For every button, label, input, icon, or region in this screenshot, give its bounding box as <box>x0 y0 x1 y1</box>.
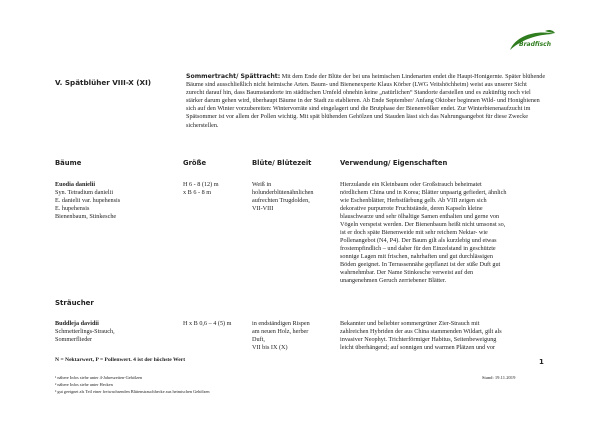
tree-usage-cell <box>340 181 555 285</box>
tree-size-cell <box>183 181 219 197</box>
tree-usage-line: ist er doch späte Bienenweide mit sehr reichem Nektar- wie <box>340 229 488 236</box>
intro-paragraph <box>186 73 546 130</box>
tree-usage-line: Böden geeignet. In Terrassennähe gepflanzt ist der süße Duft gut <box>340 261 501 268</box>
tree-synonym: Syn. Tetradium danielii <box>55 189 114 196</box>
tree-usage-line: Vögeln verspeist werden. Der Bienenbaum heißt nicht umsonst so, <box>340 221 506 228</box>
tree-bloom-line: VII-VIII <box>252 205 274 212</box>
tree-usage-line: Pollenangebot (N4, P4). Der Baum gilt als kurzlebig und etwas <box>340 237 497 244</box>
tree-usage-line: frostempfindlich – und daher für den Einzelstand in geschützte <box>340 245 496 252</box>
page-number: 1 <box>539 358 544 366</box>
tree-usage-line: Hierzulande ein Kleinbaum oder Großstrauch beheimatet <box>340 181 482 188</box>
tree-usage-line: unangenehmen Geruch zerriebener Blätter. <box>340 277 447 284</box>
shrub-bloom-line: in endständigen Rispen <box>252 320 310 327</box>
tree-usage-line: sonnige Lagen mit frischen, nahrhaften und gut durchlässigen <box>340 253 493 260</box>
tree-usage-line: nördlichem China und in Korea; Blätter unpaarig gefiedert, ähnlich <box>340 189 507 196</box>
tree-usage-line: wahrnehmbar. Der Name Stinkesche verweist auf den <box>340 269 474 276</box>
shrub-bloom-cell <box>252 320 310 352</box>
tree-usage-line: wie Eschenblätter, Herbstfärbung gelb. Ab VIII zeigen sich <box>340 197 487 204</box>
intro-text: Mit dem Ende der Blüte der bei uns heimischen Lindenarten endet die Haupt-Honigernte. Später blühende Bäume sind ausschließlich nicht heimische Arten. Baum- und Bienenexperte Klaus Körber (LWG Veitshöchheim) weist aus unserer Sicht zurecht darauf hin, dass Baumstandorte im städtischen Umfeld ohnehin keine „natürlichen“ Standorte darstellen und es zukünftig noch viel stärker darum gehen wird, überhaupt Bäume in der Stadt zu etablieren. Ab Ende September/ Anfang Oktober beginnen Wild- und Honigbienen sich auf den Winter vorzubereiten: Wintervorräte sind eingelagert und die Brutphase der Bienenvölker endet. Zur Winterbienenaufzucht im Spätsommer ist vor allem der Pollen wichtig. Mit spät blühenden Gehölzen und Stauden lässt sich das Nahrungsangebot für diese Zwecke sicherstellen. <box>186 73 546 129</box>
footnote: ² nähere Infos siehe unter Hecken <box>55 382 113 387</box>
shrub-usage-cell <box>340 320 555 352</box>
shrub-usage-line: leicht überhängend; auf sonnigen und warmen Plätzen und vor <box>340 344 495 351</box>
tree-bloom-line: aufrechten Trugdolden, <box>252 197 310 204</box>
logo-leaf <box>545 30 555 33</box>
header-trees: Bäume <box>55 159 82 167</box>
nectar-pollen-legend: N = Nektarwert, P = Pollenwert. 4 ist der höchste Wert <box>55 357 186 363</box>
tree-bloom-line: holunderblütenähnlichen <box>252 189 314 196</box>
shrub-synonym: Schmetterlings-Strauch, <box>55 328 115 335</box>
stand-date: Stand: 19.11.2019 <box>482 375 516 380</box>
footnote: ³ gut geeignet als Teil einer freiwachsenden Blütenstrauchhecke aus heimischen Gehölzen <box>55 389 210 394</box>
tree-synonym: E. danielii var. hupehensis <box>55 197 121 204</box>
shrubs-heading: Sträucher <box>55 299 94 307</box>
shrub-bloom-line: am neuen Holz, herber <box>252 328 309 335</box>
tree-usage-line: dekorative purpurrote Fruchtstände, deren Kapseln kleine <box>340 205 483 212</box>
tree-usage-line: blauschwarze und sehr ölhaltige Samen enthalten und gerne von <box>340 213 500 220</box>
shrub-bloom-line: Duft, <box>252 336 265 343</box>
shrub-bloom-line: VII bis IX (X) <box>252 344 288 351</box>
header-bloom: Blüte/ Blütezeit <box>252 159 312 167</box>
shrub-usage-line: zahlreichen Hybriden der aus China stammenden Wildart, gilt als <box>340 328 502 335</box>
tree-size-line: H 6 - 8 (12) m <box>183 181 219 188</box>
tree-synonym: E. hupehensis <box>55 205 90 212</box>
shrub-size-line: H x B 0,6 – 4 (5) m <box>183 320 232 327</box>
shrub-synonym: Sommerflieder <box>55 336 93 343</box>
intro-heading: Sommertracht/ Spättracht: <box>186 73 281 80</box>
footnote: ¹ nähere Infos siehe unter 4-Jahreszeiten-Gehölzen <box>55 375 143 380</box>
tree-synonym: Bienenbaum, Stinkesche <box>55 213 117 220</box>
tree-bloom-line: Weiß in <box>252 181 272 188</box>
tree-bloom-cell <box>252 181 314 213</box>
logo-text: Bradfisch <box>519 41 551 48</box>
tree-name: Euodia danielii <box>55 181 96 188</box>
header-usage: Verwendung/ Eigenschaften <box>340 159 448 167</box>
shrub-usage-line: invasiver Neophyt. Trichterförmiger Habitus, Seitenbeweigung <box>340 336 497 343</box>
tree-size-line: x B 6 - 8 m <box>183 189 212 196</box>
tree-name-cell <box>55 181 120 221</box>
shrub-usage-line: Bekannter und beliebter sommergrüner Zier-Strauch mit <box>340 320 480 327</box>
header-size: Größe <box>183 159 207 167</box>
shrub-name-cell <box>55 320 115 344</box>
shrub-name: Buddleja davidii <box>55 320 99 327</box>
shrub-size-cell <box>183 320 231 328</box>
section-title: V. Spätblüher VIII-X (XI) <box>55 78 152 87</box>
